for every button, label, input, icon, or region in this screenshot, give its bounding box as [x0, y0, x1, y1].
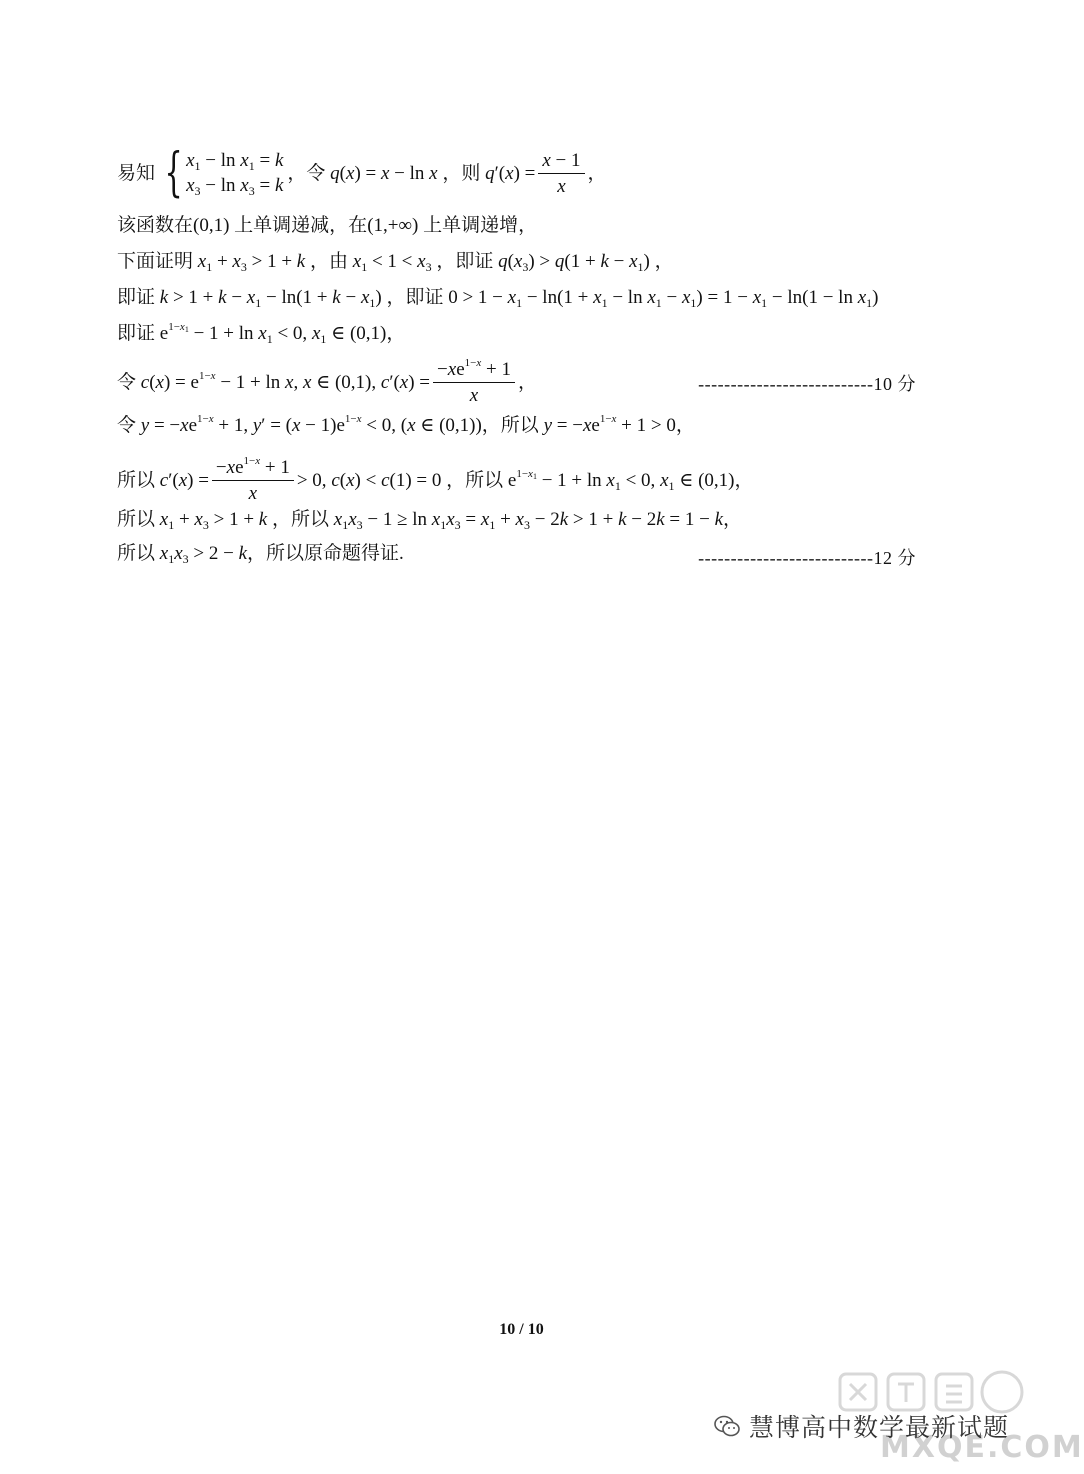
math-sum: $x_1 + x_3 > 1 + k$ — [159, 509, 268, 532]
line-1 — [117, 143, 607, 203]
text-segment: 所以 — [117, 470, 156, 491]
math-interval-1inf: (1,+∞) — [367, 215, 424, 236]
math-zero-ineq: $0 > 1 - x_1 - \ln(1 + x_1 - \ln x_1 - x_1) = 1 - x_1 - \ln(1 - \ln x_1)$ — [443, 287, 879, 310]
text-segment: ，即证 — [386, 287, 444, 308]
equation-system — [157, 143, 284, 203]
math-q-prime: q′(x) = — [485, 162, 536, 184]
line-9 — [117, 509, 743, 532]
math-q-def: q(x) = x − ln x — [330, 162, 438, 184]
math-interval-01: (0,1) — [193, 215, 235, 236]
line-10 — [117, 543, 404, 566]
text-segment: ，所以 — [271, 509, 329, 530]
page-number: 10 / 10 — [499, 1321, 544, 1338]
line-3 — [117, 251, 674, 274]
text-segment: ， — [723, 509, 743, 530]
text-segment: 所以 — [117, 509, 156, 530]
math-y-pos: $y = -xe^{1-x} + 1 > 0$ — [543, 413, 676, 436]
math-c-ineq: > 0, c(x) < c(1) = 0 — [296, 470, 447, 491]
text-segment: 即证 — [117, 287, 156, 308]
score-12: ---------------------------12 分 — [698, 548, 916, 568]
math-c-prime-lhs: c′(x) = — [159, 470, 209, 491]
fraction-c-prime: $\frac{-xe^{1-x} + 1}{x}$ — [433, 360, 515, 405]
watermark-text: 慧博高中数学最新试题 — [749, 1413, 1010, 1442]
wechat-icon — [713, 1413, 741, 1439]
text-segment: ， — [675, 415, 695, 436]
text-ling: 令 — [306, 162, 326, 184]
text-segment: 该函数在 — [117, 215, 194, 236]
math-product-chain: $x_1x_3 - 1 \ge \ln x_1x_3 = x_1 + x_3 - 2k > 1 + k - 2k = 1 - k$ — [333, 509, 724, 532]
text-segment: 下面证明 — [117, 251, 194, 272]
line-8 — [117, 455, 754, 504]
math-c-def: $c(x) = e^{1-x} - 1 + \ln x$, x ∈ (0,1), c′(x) = — [140, 370, 431, 393]
score-10: ---------------------------10 分 — [698, 374, 916, 394]
system-eq-1: $x_1 - \ln x_1 = k$ — [186, 150, 284, 174]
math-order: $x_1 < 1 < x_3$ — [352, 251, 432, 274]
fraction-c-prime-2: $\frac{-xe^{1-x} + 1}{x}$ — [212, 458, 294, 503]
math-k-ineq: $k > 1 + k - x_1 - \ln(1 + k - x_1)$ — [159, 287, 387, 310]
math-y-def: $y = -xe^{1-x} + 1$, $y' = (x - 1)e^{1-x} < 0$, (x ∈ (0,1)) — [140, 413, 482, 436]
text-ze: 则 — [461, 162, 481, 184]
text-yizhi: 易知 — [117, 162, 156, 184]
wechat-watermark — [713, 1408, 1009, 1444]
math-claim: $x_1 + x_3 > 1 + k$ — [197, 251, 306, 274]
math-conclusion: $x_1x_3 > 2 - k$ — [159, 543, 248, 566]
text-segment: ，所以 — [446, 470, 504, 491]
comma: ， — [587, 162, 607, 184]
line-7 — [117, 413, 695, 436]
text-segment: ， — [517, 372, 537, 393]
text-segment: 令 — [117, 415, 137, 436]
text-segment: 上单调递增， — [423, 215, 538, 236]
text-segment: ， — [734, 470, 754, 491]
text-segment: ，即证 — [436, 251, 494, 272]
brace-symbol: { — [164, 143, 183, 203]
math-e-ineq: $e^{1-x_1} - 1 + \ln x_1 < 0$, $x_1$ ∈ (0,1) — [155, 321, 387, 346]
text-segment: ， — [386, 323, 406, 344]
text-segment: ，由 — [309, 251, 348, 272]
line-2 — [117, 216, 537, 235]
text-segment: ，所以原命题得证. — [247, 543, 404, 564]
system-eq-2: $x_3 - \ln x_3 = k$ — [186, 175, 284, 199]
line-4 — [117, 287, 879, 310]
text-segment: 所以 — [117, 543, 156, 564]
comma: ， — [442, 162, 462, 184]
math-q-ineq: $q(x_3) > q(1 + k - x_1)$ — [498, 251, 655, 274]
mxqe-logo-text: MXQE.COM — [880, 1430, 1084, 1465]
text-segment: ， — [654, 251, 674, 272]
line-6 — [117, 357, 537, 406]
math-e-ineq-2: $e^{1-x_1} - 1 + \ln x_1 < 0$, $x_1$ ∈ (0,1) — [503, 468, 735, 493]
comma: ， — [287, 162, 307, 184]
fraction-q-prime: $\frac{x - 1}{x}$ — [538, 151, 584, 196]
text-segment: 令 — [117, 372, 137, 393]
text-segment: ，所以 — [481, 415, 539, 436]
line-5 — [117, 321, 406, 346]
text-segment: 即证 — [117, 323, 156, 344]
text-segment: 上单调递减，在 — [234, 215, 368, 236]
